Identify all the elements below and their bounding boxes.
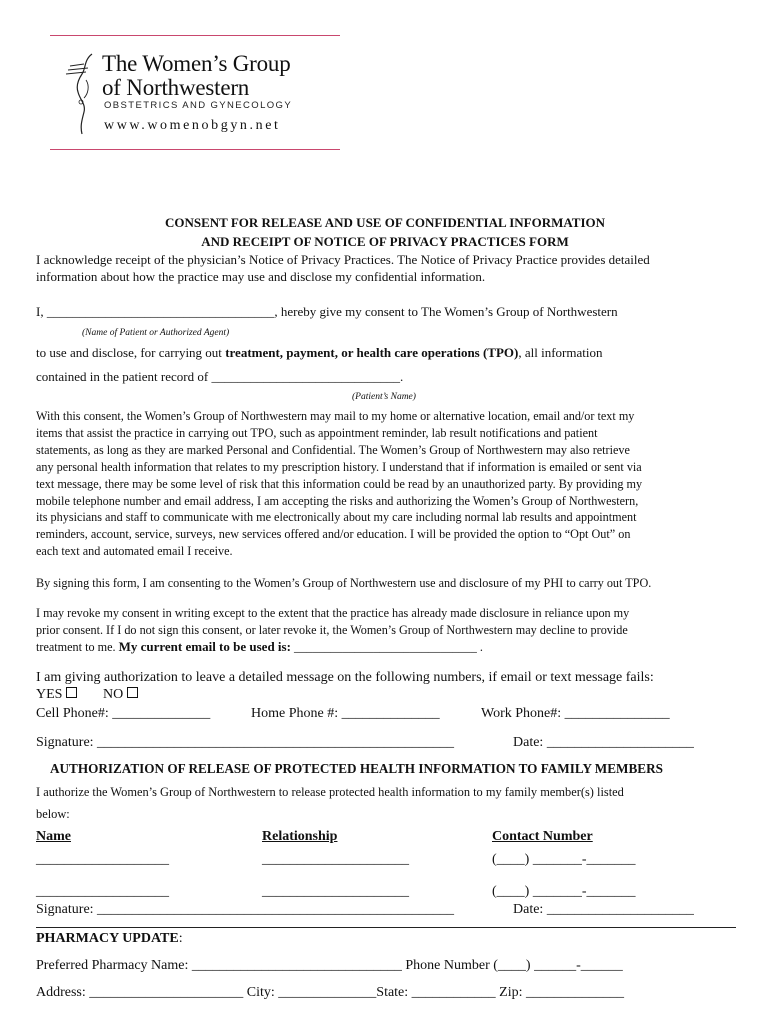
revoke-line2: prior consent. If I do not sign this consent, or later revoke it, the Women’s Group of Northwestern may decline to provide — [36, 622, 628, 637]
consent-paragraph-line: its physicians and staff to communicate with me electronically about my care including normal lab results and appointment — [36, 510, 637, 525]
pharmacy-heading — [36, 931, 183, 947]
family-date-field[interactable]: Date: _____________________ — [513, 902, 694, 917]
consent-paragraph-line: statements, as long as they are marked Personal and Confidential. The Women’s Group of Northwestern may also retrieve — [36, 442, 630, 457]
record-line — [36, 369, 403, 385]
date-field[interactable]: Date: _____________________ — [513, 735, 694, 750]
pharmacy-heading-text: PHARMACY UPDATE — [36, 931, 179, 946]
family-intro-line1: I authorize the Women’s Group of Northwestern to release protected health information to my family member(s) listed — [36, 785, 624, 799]
yes-checkbox[interactable] — [66, 687, 77, 698]
family-heading: AUTHORIZATION OF RELEASE OF PROTECTED HEALTH INFORMATION TO FAMILY MEMBERS — [50, 761, 663, 776]
revoke-line3 — [36, 639, 736, 656]
yes-no-row — [36, 687, 138, 703]
patient-name-caption: (Patient’s Name) — [352, 392, 416, 402]
tpo-bold-text: treatment, payment, or health care operations (TPO) — [225, 345, 519, 360]
use-prefix: to use and disclose, for carrying out — [36, 345, 226, 360]
consent-paragraph-line: With this consent, the Women’s Group of Northwestern may mail to my home or alternative location, email and/or text my — [36, 409, 635, 423]
consent-paragraph-line: items that assist the practice in carrying out TPO, such as appointment reminder, lab result notifications and patient — [36, 425, 598, 440]
family-signature-field[interactable]: Signature: ___________________________________________________ — [36, 902, 455, 917]
form-title-line2: AND RECEIPT OF NOTICE OF PRIVACY PRACTICES FORM — [201, 234, 569, 249]
consent-paragraph-line: reminders, account, service, surveys, new services offered and/or education. I will be provided the option to “Opt Out” on — [36, 527, 631, 542]
revoke-paragraph — [36, 605, 736, 656]
cell-phone-field[interactable]: Cell Phone#: ______________ — [36, 706, 211, 721]
patient-agent-name-field[interactable]: ___________________________________ — [46, 304, 275, 319]
family-row2-name-field[interactable]: ___________________ — [36, 884, 169, 899]
auth-message-line: I am giving authorization to leave a detailed message on the following numbers, if email or text message fails: — [36, 670, 654, 685]
consent-paragraph-line: any personal health information that relates to my prescription history. I understand that if information is emailed or sent via — [36, 459, 642, 474]
family-row2-relationship-field[interactable]: _____________________ — [262, 884, 409, 899]
record-prefix: contained in the patient record of — [36, 369, 212, 384]
consent-paragraph-line: text message, there may be some level of risk that this information could be read by an unauthorized party. By providing my — [36, 476, 643, 491]
pharmacy-heading-colon: : — [178, 931, 183, 946]
consent-paragraph — [36, 408, 736, 560]
consent-prefix: I, — [36, 304, 47, 319]
consent-suffix: , hereby give my consent to The Women’s Group of Northwestern — [274, 304, 618, 319]
pharmacy-name-phone-field[interactable]: Preferred Pharmacy Name: ______________________________ Phone Number (____) ______-______ — [36, 958, 623, 973]
logo-name-line2: of Northwestern — [102, 75, 250, 100]
email-field[interactable]: ______________________________ . — [290, 639, 483, 654]
work-phone-field[interactable]: Work Phone#: _______________ — [481, 706, 670, 721]
revoke-line3-prefix: treatment to me. — [36, 639, 119, 654]
consent-paragraph-line: mobile telephone number and email address, I am accepting the risks and authorizing the Women’s Group of Northwestern, — [36, 493, 639, 508]
col-header-contact: Contact Number — [492, 829, 593, 844]
family-row1-contact-field[interactable]: (____) _______-_______ — [492, 852, 636, 867]
yes-label: YES — [36, 687, 63, 702]
patient-name-field[interactable]: _____________________________ — [211, 369, 400, 384]
intro-line1: I acknowledge receipt of the physician’s Notice of Privacy Practices. The Notice of Privacy Practice provides detailed — [36, 252, 650, 267]
no-label: NO — [102, 687, 124, 702]
pharmacy-address-field[interactable]: Address: ______________________ City: ______________State: ____________ Zip: ______________ — [36, 985, 624, 1000]
record-suffix: . — [399, 369, 404, 384]
family-row2-contact-field[interactable]: (____) _______-_______ — [492, 884, 636, 899]
section-divider — [36, 927, 736, 928]
use-suffix: , all information — [518, 345, 603, 360]
family-row1-relationship-field[interactable]: _____________________ — [262, 852, 409, 867]
home-phone-field[interactable]: Home Phone #: ______________ — [251, 706, 440, 721]
logo-tagline: OBSTETRICS AND GYNECOLOGY — [104, 100, 293, 111]
logo-top-rule — [50, 35, 340, 36]
family-intro-line2: below: — [36, 807, 70, 821]
name-caption: (Name of Patient or Authorized Agent) — [82, 328, 230, 338]
use-line — [36, 345, 603, 361]
col-header-relationship: Relationship — [262, 829, 338, 844]
logo-bottom-rule — [50, 149, 340, 150]
consent-line — [36, 304, 618, 320]
consent-paragraph-line: each text and automated email I receive. — [36, 544, 233, 559]
form-title-line1: CONSENT FOR RELEASE AND USE OF CONFIDENTIAL INFORMATION — [164, 215, 606, 230]
logo-name-line1: The Women’s Group — [102, 51, 291, 76]
revoke-line1: I may revoke my consent in writing except to the extent that the practice has already made disclosure in reliance upon my — [36, 606, 630, 620]
no-checkbox[interactable] — [127, 687, 138, 698]
intro-line2: information about how the practice may use and disclose my confidential information. — [36, 269, 486, 284]
logo-website-link[interactable]: www.womenobgyn.net — [104, 118, 281, 133]
col-header-name: Name — [36, 829, 71, 844]
phi-consent-statement: By signing this form, I am consenting to the Women’s Group of Northwestern use and disclosure of my PHI to carry out TPO. — [36, 576, 652, 590]
logo-figure-icon — [62, 50, 104, 136]
signature-field[interactable]: Signature: ___________________________________________________ — [36, 735, 455, 750]
email-label: My current email to be used is: — [118, 638, 291, 654]
family-row1-name-field[interactable]: ___________________ — [36, 852, 169, 867]
